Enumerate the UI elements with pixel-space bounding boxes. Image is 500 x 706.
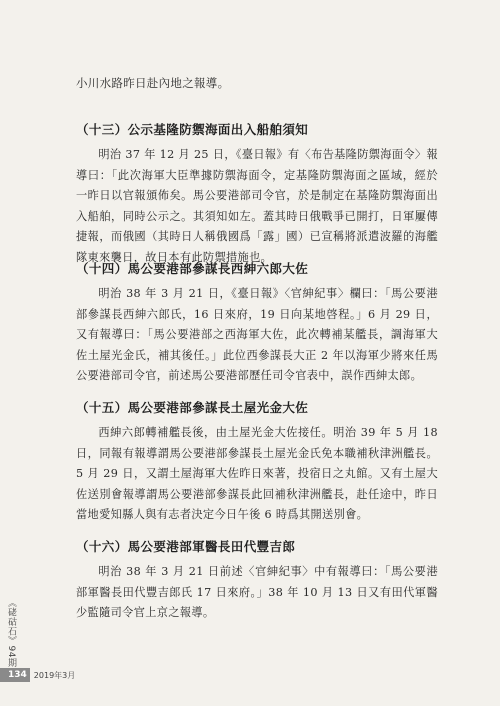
- page-number: 134: [0, 668, 30, 682]
- section-14: [76, 260, 438, 387]
- section-paragraph: 明治 38 年 3 月 21 日前述〈官紳紀事〉中有報導曰：「馬公要港部軍醫長田代豐吉郎氏 17 日來府。」38 年 10 月 13 日又有田代軍醫少監隨司令官上京之報導。: [76, 565, 438, 620]
- section-heading: （十四）馬公要港部參謀長西紳六郎大佐: [76, 261, 309, 276]
- section-16: [76, 538, 438, 624]
- section-paragraph: 西紳六郎轉補艦長後，由土屋光金大佐接任。明治 39 年 5 月 18 日，同報有報導謂馬公要港部參謀長土屋光金氏免本職補秋津洲艦長。5 月 29 日，又謂土屋海軍大佐昨日來著，投宿日之丸館。又有土屋大佐送別會報導謂馬公要港部參謀長此回補秋津洲艦長，赴任途中，昨日當地愛知縣人與有志者決定今日午後 6 時爲其開送別會。: [76, 426, 438, 522]
- section-13: [76, 121, 438, 269]
- section-paragraph: 明治 37 年 12 月 25 日，《臺日報》有〈布告基隆防禦海面令〉報導曰：「此次海軍大臣準據防禦海面令，定基隆防禦海面之區域，經於一昨日以官報頒佈矣。馬公要港部司令官，於是制定在基隆防禦海面出入船舶，同時公示之。其須知如左。蓋其時日俄戰爭已開打，日軍屢傳捷報，而俄國（其時日人稱俄國爲「露」國）已宣稱將派遣波羅的海艦隊東來襲日，故日本有此防禦措施也。: [76, 148, 438, 264]
- section-heading: （十三）公示基隆防禦海面出入船舶須知: [76, 122, 309, 137]
- issue-date: 2019年3月: [33, 670, 76, 680]
- page-footer: [0, 668, 75, 682]
- continued-text: 小川水路昨日赴內地之報導。: [76, 76, 230, 90]
- section-paragraph: 明治 38 年 3 月 21 日，《臺日報》〈官紳紀事〉欄曰：「馬公要港部參謀長西紳六郎氏，16 日來府，19 日向某地啓程。」6 月 29 日，又有報導曰：「馬公要港部之西海軍大佐，此次轉補某艦長，調海軍大佐土屋光金氏，補其後任。」此位西參謀長大正 2 年以海軍少將來任馬公要港部司令官，前述馬公要港部歷任司令官表中，誤作西紳太郎。: [76, 287, 438, 383]
- section-15: [76, 399, 438, 526]
- journal-title: 《硓𥑮石》94期: [6, 598, 16, 668]
- section-heading: （十五）馬公要港部參謀長土屋光金大佐: [76, 400, 309, 415]
- section-heading: （十六）馬公要港部軍醫長田代豐吉郎: [76, 539, 296, 554]
